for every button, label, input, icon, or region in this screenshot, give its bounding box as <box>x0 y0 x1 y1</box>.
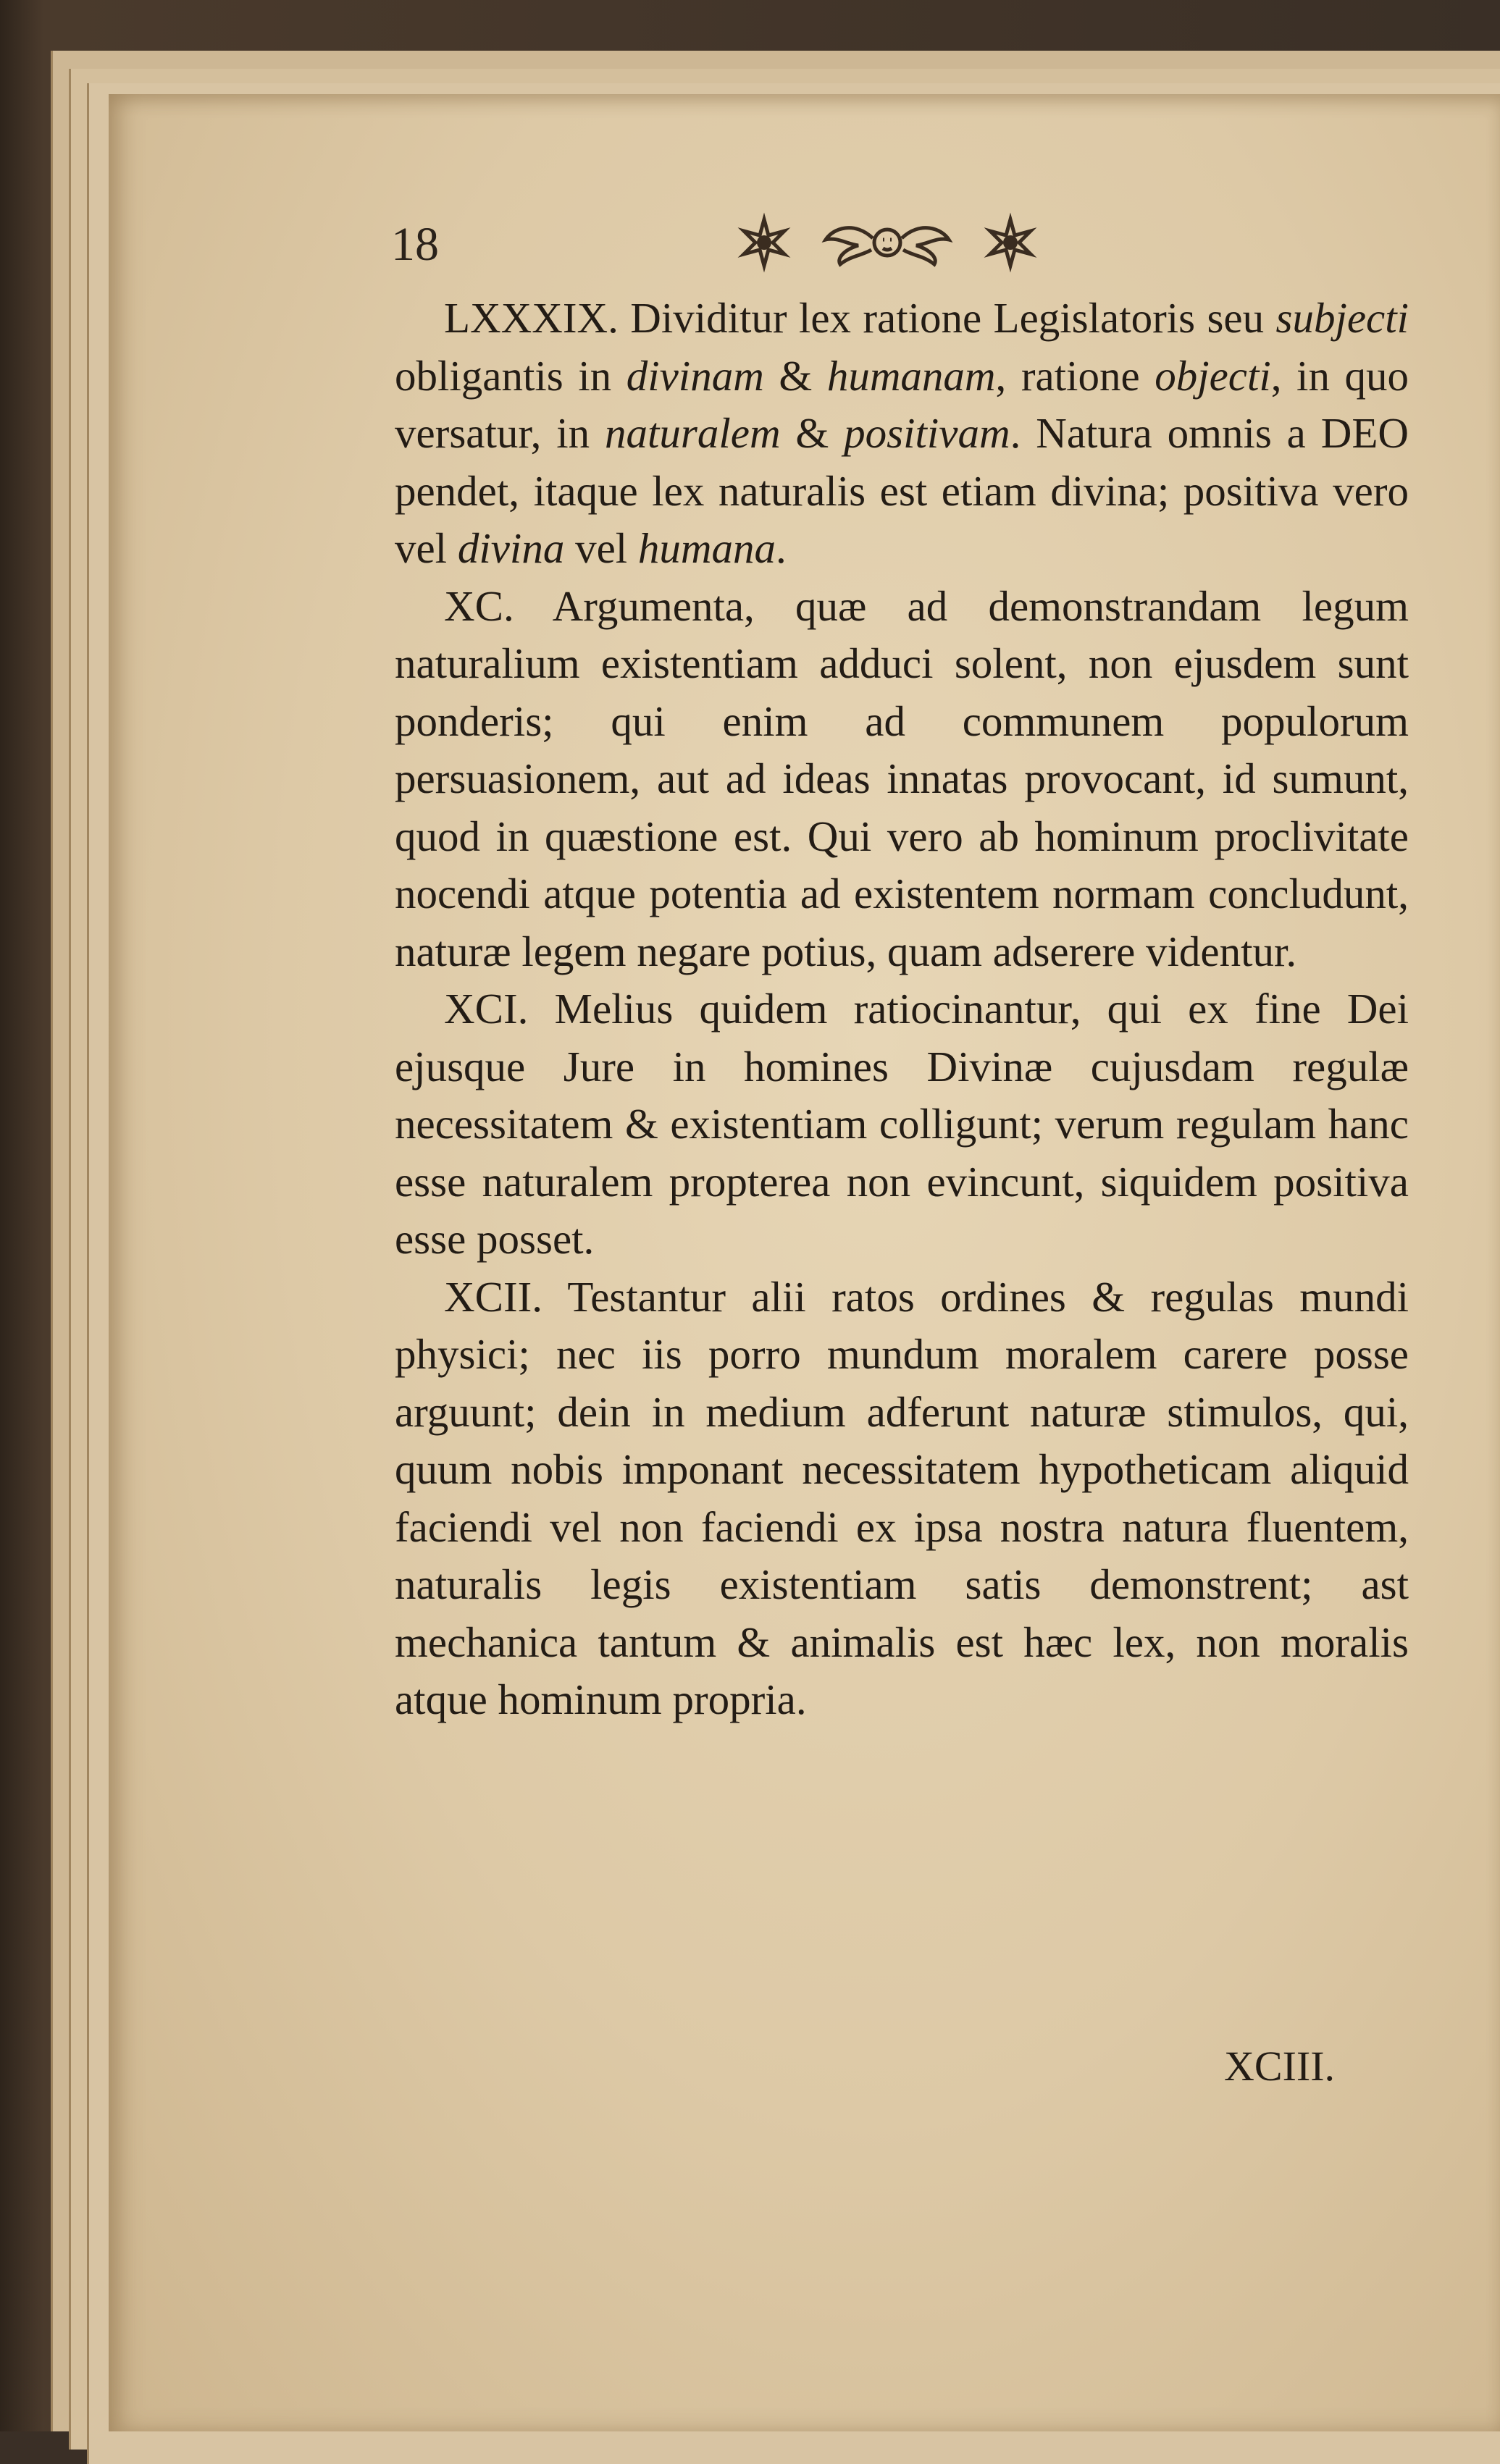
body-text <box>395 290 1409 1729</box>
star-icon <box>744 219 784 266</box>
italic-term: subjecti <box>1275 294 1409 342</box>
text-run: & <box>763 351 827 400</box>
paragraph-number: XCI. <box>444 985 529 1033</box>
italic-term: positivam <box>844 409 1010 457</box>
cherub-icon <box>826 228 949 264</box>
star-icon <box>990 219 1031 266</box>
paragraph <box>395 1269 1409 1729</box>
paragraph <box>395 290 1409 578</box>
text-run: , in quo versatur, in <box>395 351 1409 457</box>
text-run: Melius quidem ratiocinantur, qui ex fine Dei ejusque Jure in homines Divinæ cujusdam regulæ necessitatem & existentiam colligunt; verum regulam hanc esse naturalem propterea non evincunt, siquidem positiva esse posset. <box>395 985 1409 1263</box>
text-run: Argumenta, quæ ad demonstrandam legum naturalium existentiam adduci solent, non ejusdem sunt ponderis; qui enim ad communem populorum persuasionem, aut ad ideas innatas provocant, id sumunt, quod in quæstione est. Qui vero ab hominum proclivitate nocendi atque potentia ad existentem normam concludunt, naturæ legem negare potius, quam adserere videntur. <box>395 581 1409 975</box>
italic-term: objecti <box>1155 351 1271 400</box>
italic-term: humanam <box>826 351 996 400</box>
paragraph-number: XCII. <box>444 1272 543 1321</box>
italic-term: divina <box>457 524 565 572</box>
paragraph <box>395 980 1409 1269</box>
paragraph-number: XC. <box>444 581 514 630</box>
text-run: obligantis in <box>395 351 627 400</box>
text-run: . Natura omnis a DEO pendet, itaque lex naturalis est etiam divina; positiva vero vel <box>395 409 1409 572</box>
text-run: vel <box>564 524 638 572</box>
catchword: XCIII. <box>1224 2043 1336 2090</box>
text-run: . <box>776 524 787 572</box>
text-run: Dividitur lex ratione Legislatoris seu <box>618 294 1276 342</box>
text-run: , ratione <box>995 351 1155 400</box>
paragraph-number: LXXXIX. <box>444 294 619 342</box>
header-ornament <box>735 210 1039 275</box>
page-number: 18 <box>391 218 439 271</box>
paragraph <box>395 578 1409 981</box>
text-run: & <box>780 409 845 457</box>
text-run: Testantur alii ratos ordines & regulas mundi physici; nec iis porro mundum moralem carere posse arguunt; dein in medium adferunt naturæ stimulos, qui, quum nobis imponant necessitatem hypotheticam aliquid faciendi vel non faciendi ex ipsa nostra natura fluentem, naturalis legis existentiam satis demonstrent; ast mechanica tantum & animalis est hæc lex, non moralis atque hominum propria. <box>395 1272 1409 1723</box>
italic-term: divinam <box>626 351 764 400</box>
italic-term: naturalem <box>605 409 781 457</box>
italic-term: humana <box>637 524 776 572</box>
